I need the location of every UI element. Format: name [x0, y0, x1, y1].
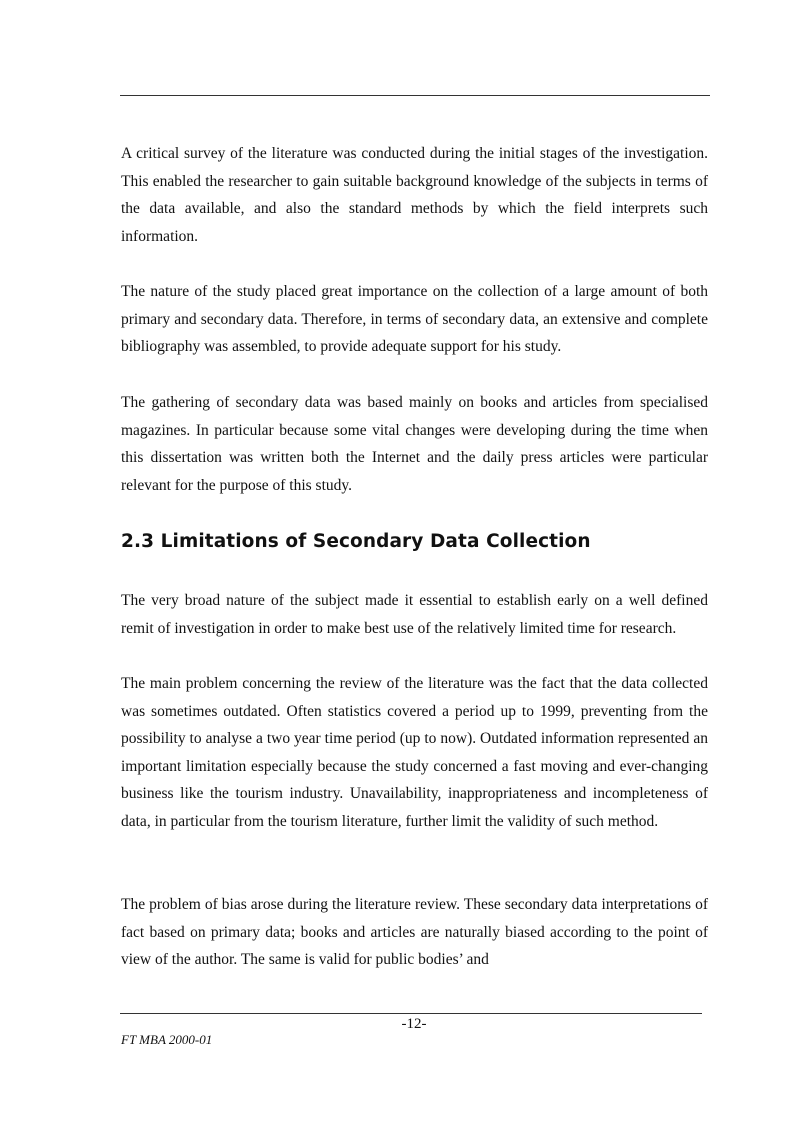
paragraph: A critical survey of the literature was conducted during the initial stages of the investigation. This enabled the researcher to gain suitable background knowledge of the subjects in terms of the data available, and also the standard methods by which the field interprets such information.: [121, 145, 708, 245]
page-number: -12-: [401, 1016, 427, 1032]
paragraph: The gathering of secondary data was based mainly on books and articles from specialised magazines. In particular because some vital changes were developing during the time when this dissertation was written both the Internet and the daily press articles were particular relevant for the purpose of this study.: [121, 394, 708, 494]
paragraph: The main problem concerning the review of the literature was the fact that the data collected was sometimes outdated. Often statistics covered a period up to 1999, preventing from the possibility to analyse a two year time period (up to now). Outdated information represented an important limitation especially because the study concerned a fast moving and ever-changing business like the tourism industry. Unavailability, inappropriateness and incompleteness of data, in particular from the tourism literature, further limit the validity of such method.: [121, 675, 708, 830]
footer-label: FT MBA 2000-01: [121, 1032, 213, 1047]
section-heading: 2.3 Limitations of Secondary Data Collection: [121, 531, 591, 552]
paragraph: The nature of the study placed great importance on the collection of a large amount of both primary and secondary data. Therefore, in terms of secondary data, an extensive and complete bibliography was assembled, to provide adequate support for his study.: [121, 283, 708, 355]
paragraph: The problem of bias arose during the literature review. These secondary data interpretations of fact based on primary data; books and articles are naturally biased according to the point of view of the author. The same is valid for public bodies’ and: [121, 896, 708, 968]
header-rule: [120, 95, 710, 96]
paragraph: The very broad nature of the subject made it essential to establish early on a well defined remit of investigation in order to make best use of the relatively limited time for research.: [121, 592, 708, 637]
